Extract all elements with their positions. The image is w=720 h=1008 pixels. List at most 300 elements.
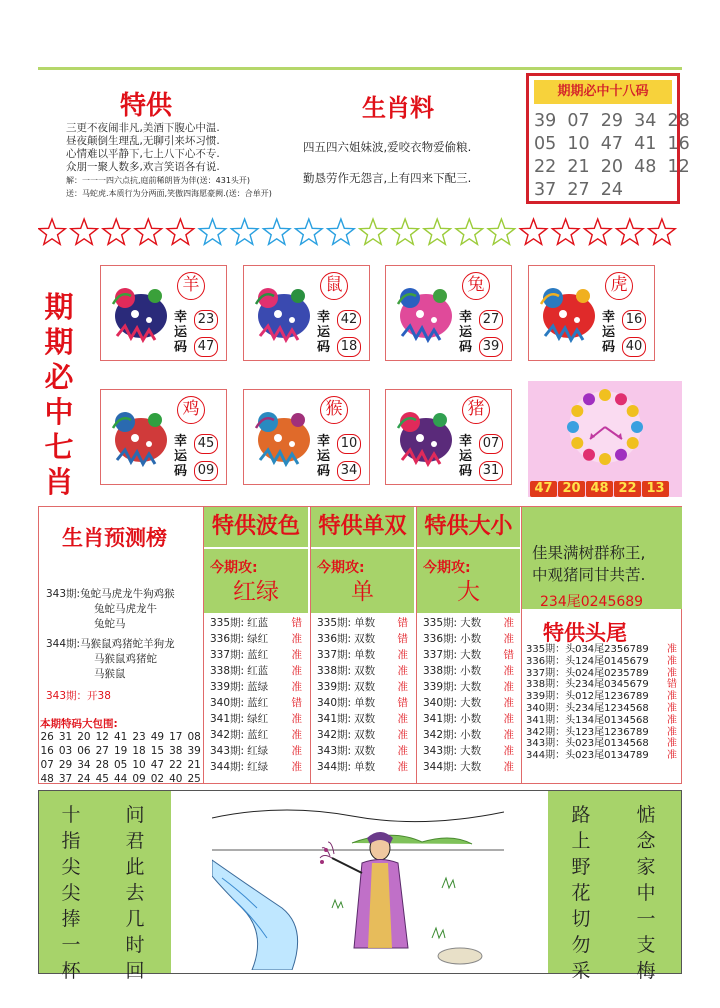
code-number: 39	[534, 111, 557, 131]
star-icon	[649, 219, 676, 244]
pack-number: 29	[58, 759, 73, 771]
pack-table	[38, 730, 203, 786]
zodiac-badge: 虎	[605, 272, 633, 300]
poem-char: 家	[636, 856, 656, 878]
predict-line: 马猴鼠鸡猪蛇	[94, 653, 157, 665]
pack-number: 48	[40, 773, 54, 785]
history-row	[423, 695, 516, 711]
status: 准	[291, 745, 302, 757]
code-number: 12	[667, 157, 690, 177]
star-icon	[167, 219, 194, 244]
history-row	[210, 631, 304, 647]
lucky-char: 码	[459, 464, 473, 479]
code-number: 41	[634, 134, 657, 154]
result: 大数	[460, 681, 482, 693]
lucky-char: 运	[459, 449, 473, 464]
history-row	[210, 727, 304, 743]
papercut-zodiac-image	[392, 274, 460, 352]
poem-char: 尖	[61, 856, 81, 878]
tetou-row	[526, 668, 681, 680]
history-row	[423, 727, 516, 743]
poem-line2: 中观猪同甘共苦.	[532, 566, 646, 584]
pack-title: 本期特码大包围:	[40, 718, 118, 730]
star-icon	[263, 219, 290, 244]
tetou-text: 343期：头023尾0134568	[526, 738, 649, 750]
pack-number: 21	[187, 759, 201, 771]
history-row	[317, 695, 410, 711]
lucky-number: 45	[194, 434, 218, 454]
history-row	[423, 679, 516, 695]
tetou-text: 341期：头134尾0134568	[526, 714, 649, 726]
status: 准	[667, 750, 677, 762]
pack-number: 12	[95, 731, 109, 743]
status: 准	[397, 649, 408, 661]
column-header: 特供单双	[311, 507, 414, 547]
pack-number: 37	[58, 773, 73, 785]
result: 大数	[460, 649, 482, 661]
star-icon	[360, 219, 387, 244]
tetou-row	[526, 679, 681, 691]
lucky-number: 07	[479, 434, 503, 454]
poem-char: 一	[61, 934, 81, 956]
predict-line: 343期:兔蛇马虎龙牛狗鸡猴	[46, 588, 175, 600]
history-row	[423, 743, 516, 759]
poem-char: 花	[571, 882, 591, 904]
zodiac-badge: 鼠	[320, 272, 348, 300]
column-divider	[203, 507, 204, 783]
status: 准	[667, 726, 677, 738]
result: 双数	[354, 633, 376, 645]
zodiac-badge: 鸡	[177, 396, 205, 424]
tetou-row	[526, 691, 681, 703]
status: 准	[503, 713, 514, 725]
pack-number: 23	[132, 731, 146, 743]
period: 337期:	[210, 649, 245, 661]
status: 错	[667, 679, 677, 691]
pack-number: 38	[169, 745, 183, 757]
result: 小数	[460, 665, 482, 677]
period: 340期:	[317, 697, 352, 709]
star-icon	[328, 219, 355, 244]
status: 准	[667, 703, 677, 714]
status: 准	[503, 729, 514, 741]
history-row	[210, 647, 304, 663]
poem-char: 捧	[61, 908, 81, 930]
result: 单数	[354, 617, 376, 629]
result: 大数	[460, 745, 482, 757]
title-char: 期	[44, 290, 74, 324]
papercut-zodiac-image	[250, 274, 318, 352]
history-row	[423, 711, 516, 727]
title-char: 期	[44, 325, 74, 359]
pack-number: 20	[77, 731, 91, 743]
lucky-label	[602, 310, 616, 355]
lucky-number: 31	[479, 461, 503, 481]
column-attack	[204, 549, 308, 613]
pack-number: 39	[187, 745, 201, 757]
poem-note: 送：马蛇虎.本质行为分两面,笑傲四海愿豪阙.(送：合单开)	[66, 189, 272, 198]
period: 343期:	[423, 745, 458, 757]
zodiac-badge: 猴	[320, 396, 348, 424]
zodiac-card	[385, 265, 512, 361]
result: 双数	[354, 729, 376, 741]
code-number: 48	[634, 157, 657, 177]
history-row	[317, 679, 410, 695]
period: 342期:	[210, 729, 245, 741]
history-row	[210, 679, 304, 695]
poem-char: 问	[125, 804, 145, 826]
pack-number: 06	[77, 745, 91, 757]
lucky-label	[459, 310, 473, 355]
code-number: 28	[667, 111, 690, 131]
status: 错	[397, 633, 408, 645]
result: 大数	[460, 697, 482, 709]
title-char: 七	[44, 430, 74, 464]
status: 准	[291, 665, 302, 677]
pack-number: 10	[132, 759, 146, 771]
status: 准	[503, 617, 514, 629]
lucky-number: 16	[622, 310, 646, 330]
status: 错	[397, 697, 408, 709]
lucky-char: 码	[602, 340, 616, 355]
lucky-label	[174, 434, 188, 479]
period: 342期:	[317, 729, 352, 741]
lucky-char: 码	[174, 464, 188, 479]
lucky-number: 40	[622, 337, 646, 357]
result: 红蓝	[247, 665, 269, 677]
result: 双数	[354, 745, 376, 757]
papercut-zodiac-image	[392, 398, 460, 476]
history-row	[423, 615, 516, 631]
tetou-text: 340期：头234尾1234568	[526, 703, 649, 714]
poem-char: 采	[571, 960, 591, 982]
column-divider	[310, 507, 311, 783]
history-row	[317, 711, 410, 727]
code-number: 47	[600, 134, 624, 154]
star-icon	[231, 219, 258, 244]
status: 准	[667, 644, 677, 655]
pack-number: 16	[40, 745, 54, 757]
status: 准	[667, 738, 677, 750]
lucky-label	[317, 310, 331, 355]
result: 双数	[354, 713, 376, 725]
poem-char: 中	[636, 882, 656, 904]
pack-number: 25	[187, 773, 201, 785]
predict-line: 344期:马猴鼠鸡猪蛇羊狗龙	[46, 638, 175, 650]
lucky-char: 运	[317, 325, 331, 340]
lucky-char: 幸	[602, 310, 616, 325]
shengxiaoliao-line: 四五四六姐妹波,爱咬衣物爱偷粮.	[303, 140, 472, 154]
status: 准	[291, 681, 302, 693]
clock-number: 13	[642, 481, 669, 497]
shengxiaoliao-line: 勤恳劳作无怨言,上有四来下配三.	[303, 171, 472, 185]
status: 准	[667, 714, 677, 726]
zodiac-badge: 羊	[177, 272, 205, 300]
predict-344	[46, 636, 175, 681]
zodiac-card	[385, 389, 512, 485]
star-icon	[488, 219, 515, 244]
poem-char: 梅	[636, 960, 656, 982]
result: 大数	[460, 617, 482, 629]
period: 336期:	[423, 633, 458, 645]
code-number: 10	[567, 134, 590, 154]
status: 准	[503, 633, 514, 645]
lucky-number: 23	[194, 310, 218, 330]
attack-label: 今期攻:	[423, 560, 471, 576]
tetou-row	[526, 738, 681, 750]
status: 准	[503, 681, 514, 693]
code-number: 22	[534, 157, 557, 177]
history-row	[317, 759, 410, 775]
lucky-label	[174, 310, 188, 355]
zodiac-card	[243, 389, 370, 485]
predict-line: 兔蛇马	[94, 618, 126, 630]
status: 错	[503, 649, 514, 661]
pack-number: 07	[40, 759, 54, 771]
lucky-number: 42	[337, 310, 361, 330]
tetou-text: 336期：头124尾0145679	[526, 655, 649, 667]
tetou-text: 338期：头234尾0345679	[526, 679, 649, 691]
tetou-row	[526, 715, 681, 727]
code-number: 29	[600, 111, 624, 131]
result: 单数	[354, 697, 376, 709]
history-row	[317, 615, 410, 631]
result: 大数	[460, 761, 482, 773]
pack-row	[38, 772, 203, 786]
tetou-text: 339期：头012尾1236789	[526, 691, 649, 703]
pack-number: 03	[58, 745, 73, 757]
star-icon	[584, 219, 611, 244]
poem-char: 此	[125, 856, 145, 878]
pack-number: 19	[114, 745, 128, 757]
title-char: 肖	[44, 465, 74, 499]
poem-line: 昼夜颠倒生理乱,无聊引来坏习惯.	[66, 135, 220, 147]
code-number: 21	[567, 157, 590, 177]
star-icon	[456, 219, 483, 244]
lucky-char: 幸	[459, 434, 473, 449]
code-number: 37	[534, 180, 557, 200]
code-number: 27	[567, 180, 590, 200]
pack-row	[38, 758, 203, 772]
poem-char: 支	[636, 934, 656, 956]
column-attack	[417, 549, 520, 613]
poem-char: 君	[125, 830, 145, 852]
period: 336期:	[210, 633, 245, 645]
eighteen-code-numbers	[534, 111, 690, 203]
poem-char: 勿	[571, 934, 591, 956]
poem-char: 杯	[61, 960, 81, 982]
poem-note: 解：一一一四六点抗,庭前稀朗皆为伴(送：431头开)	[66, 176, 251, 185]
status: 准	[291, 633, 302, 645]
lucky-char: 运	[174, 449, 188, 464]
history-row	[210, 759, 304, 775]
history-row	[423, 759, 516, 775]
lucky-number: 39	[479, 337, 503, 357]
result: 红绿	[247, 761, 269, 773]
lucky-number: 27	[479, 310, 503, 330]
pack-number: 15	[150, 745, 165, 757]
history-row	[210, 615, 304, 631]
result: 单数	[354, 649, 376, 661]
star-row-svg	[38, 216, 682, 250]
pack-number: 44	[114, 773, 128, 785]
status: 准	[397, 713, 408, 725]
lucky-char: 码	[317, 464, 331, 479]
tail-line: 234尾0245689	[540, 594, 644, 610]
period: 343期:	[210, 745, 245, 757]
poem-column	[635, 802, 657, 984]
seven-zodiac-title	[38, 290, 80, 500]
status: 错	[397, 617, 408, 629]
pack-number: 22	[169, 759, 183, 771]
pack-row	[38, 744, 203, 758]
tetou-row	[526, 727, 681, 739]
lucky-number: 09	[194, 461, 218, 481]
history-row	[317, 631, 410, 647]
status: 准	[291, 729, 302, 741]
lucky-char: 运	[317, 449, 331, 464]
poem-char: 一	[636, 908, 656, 930]
poem-char: 尖	[61, 882, 81, 904]
lucky-number: 18	[337, 337, 361, 357]
lucky-char: 码	[459, 340, 473, 355]
lucky-char: 运	[459, 325, 473, 340]
period: 341期:	[423, 713, 458, 725]
clock-icon	[528, 381, 682, 477]
result: 绿红	[247, 633, 269, 645]
period: 338期:	[317, 665, 352, 677]
period: 344期:	[210, 761, 245, 773]
pack-number: 17	[169, 731, 183, 743]
pack-number: 47	[150, 759, 165, 771]
period: 339期:	[423, 681, 458, 693]
period: 340期:	[210, 697, 245, 709]
clock-number: 20	[558, 481, 585, 497]
zodiac-badge: 兔	[462, 272, 490, 300]
history-row	[423, 663, 516, 679]
zodiac-badge: 猪	[462, 396, 490, 424]
status: 准	[503, 761, 514, 773]
star-icon	[71, 219, 98, 244]
history-row	[317, 743, 410, 759]
pack-number: 28	[95, 759, 109, 771]
period: 335期:	[317, 617, 352, 629]
status: 准	[397, 681, 408, 693]
period: 338期:	[423, 665, 458, 677]
papercut-zodiac-image	[107, 274, 175, 352]
eighteen-code-title: 期期必中十八码	[534, 80, 672, 104]
history-row	[317, 727, 410, 743]
status: 准	[291, 649, 302, 661]
lucky-char: 幸	[174, 310, 188, 325]
illustration-figure	[212, 798, 504, 970]
pack-number: 41	[114, 731, 128, 743]
poem-char: 上	[571, 830, 591, 852]
attack-label: 今期攻:	[317, 560, 365, 576]
lucky-number: 34	[337, 461, 361, 481]
title-char: 必	[44, 360, 74, 394]
poem-char: 时	[125, 934, 145, 956]
star-icon	[199, 219, 226, 244]
lucky-char: 运	[602, 325, 616, 340]
tetou-row	[526, 750, 681, 762]
star-icon	[135, 219, 162, 244]
poem-char: 切	[571, 908, 591, 930]
period: 341期:	[210, 713, 245, 725]
tetou-text: 337期：头024尾0235789	[526, 667, 649, 679]
star-row	[38, 216, 682, 250]
pack-row	[38, 730, 203, 744]
status: 准	[503, 665, 514, 677]
tetou-text: 335期：头034尾2356789	[526, 644, 649, 655]
zodiac-card	[100, 389, 227, 485]
star-icon	[392, 219, 419, 244]
period: 337期:	[317, 649, 352, 661]
result: 双数	[354, 665, 376, 677]
bottom-right-poem	[548, 791, 681, 973]
poem-char: 回	[125, 960, 145, 982]
status: 准	[397, 745, 408, 757]
lucky-char: 码	[317, 340, 331, 355]
star-icon	[424, 219, 451, 244]
lucky-char: 运	[174, 325, 188, 340]
pack-number: 45	[95, 773, 109, 785]
result: 蓝红	[247, 649, 269, 661]
predict-open: 343期：开38	[46, 690, 111, 702]
poem-column	[570, 802, 592, 984]
clock-numbers	[530, 477, 680, 495]
tetou-row	[526, 703, 681, 715]
history-row	[317, 647, 410, 663]
status: 准	[667, 655, 677, 667]
poem-column	[60, 802, 82, 984]
status: 错	[291, 697, 302, 709]
pack-number: 34	[77, 759, 91, 771]
period: 335期:	[210, 617, 245, 629]
status: 准	[667, 691, 677, 703]
status: 准	[397, 729, 408, 741]
result: 蓝绿	[247, 681, 269, 693]
predict-343	[46, 586, 175, 631]
lucky-char: 码	[174, 340, 188, 355]
pack-number: 26	[40, 731, 54, 743]
poem-char: 几	[125, 908, 145, 930]
history-row	[423, 631, 516, 647]
pack-number: 08	[187, 731, 201, 743]
column-attack	[311, 549, 414, 613]
code-number: 24	[600, 180, 624, 200]
tetou-row	[526, 644, 681, 656]
bottom-left-poem	[39, 791, 171, 973]
result: 小数	[460, 633, 482, 645]
period: 344期:	[423, 761, 458, 773]
lucky-number: 47	[194, 337, 218, 357]
history-row	[423, 647, 516, 663]
tetou-text: 342期：头123尾1236789	[526, 726, 649, 738]
poem-line: 三更不夜闹非凡,美酒下腹心中温.	[66, 122, 220, 134]
poem-char: 惦	[636, 804, 656, 826]
pack-number: 24	[77, 773, 91, 785]
poem-char: 野	[571, 856, 591, 878]
period: 335期:	[423, 617, 458, 629]
column-header: 特供波色	[204, 507, 308, 547]
result: 小数	[460, 729, 482, 741]
clock-number: 48	[586, 481, 613, 497]
result: 单数	[354, 761, 376, 773]
pack-number: 05	[114, 759, 128, 771]
clock-number: 22	[614, 481, 641, 497]
column-header: 特供大小	[417, 507, 520, 547]
